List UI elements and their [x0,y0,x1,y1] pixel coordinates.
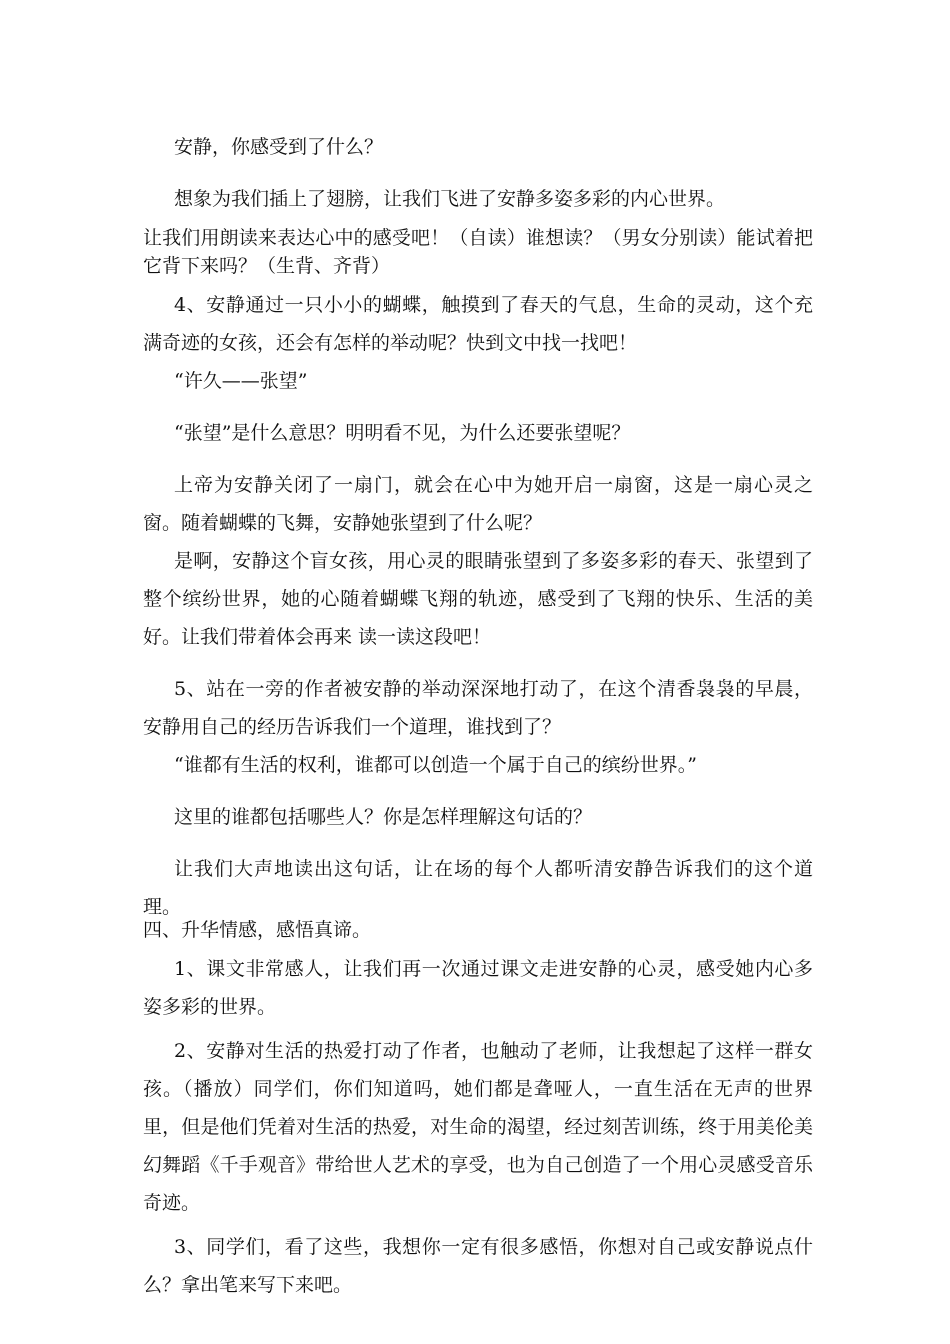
paragraph-question-feeling: 安静，你感受到了什么？ [174,136,384,158]
paragraph-window-of-heart: 上帝为安静关闭了一扇门，就会在心中为她开启一扇窗，这是一扇心灵之窗。随着蝴蝶的飞舞，安静她张望到了什么呢？ [143,474,813,534]
paragraph-quote-right-to-live: “谁都有生活的权利，谁都可以创造一个属于自己的缤纷世界。” [174,754,697,776]
paragraph-quote-looking: “许久——张望” [174,370,308,392]
paragraph-step-4: 4、安静通过一只小小的蝴蝶，触摸到了春天的气息，生命的灵动，这个充满奇迹的女孩，还会有怎样的举动呢？快到文中找一找吧！ [143,294,813,354]
document-body [143,128,813,1304]
paragraph-imagination: 想象为我们插上了翅膀，让我们飞进了安静多姿多彩的内心世界。 [174,188,726,210]
paragraph-step-1: 1、课文非常感人，让我们再一次通过课文走进安静的心灵，感受她内心多姿多彩的世界。 [143,958,813,1018]
paragraph-step-5: 5、站在一旁的作者被安静的举动深深地打动了，在这个清香袅袅的早晨，安静用自己的经历告诉我们一个道理，谁找到了？ [143,678,813,738]
section-heading-4: 四、升华情感，感悟真谛。 [143,919,372,941]
paragraph-question-looking: “张望”是什么意思？明明看不见，为什么还要张望呢？ [174,422,631,444]
paragraph-step-3: 3、同学们，看了这些，我想你一定有很多感悟，你想对自己或安静说点什么？拿出笔来写下来吧。 [143,1236,813,1296]
paragraph-blind-girl: 是啊，安静这个盲女孩，用心灵的眼睛张望到了多姿多彩的春天、张望到了整个缤纷世界，她的心随着蝴蝶飞翔的轨迹，感受到了飞翔的快乐、生活的美好。让我们带着体会再来 读一读这段吧！ [143,550,813,648]
paragraph-question-who: 这里的谁都包括哪些人？你是怎样理解这句话的？ [174,806,593,828]
paragraph-step-2: 2、安静对生活的热爱打动了作者，也触动了老师，让我想起了这样一群女孩。（播放）同学们，你们知道吗，她们都是聋哑人，一直生活在无声的世界里，但是他们凭着对生活的热爱，对生命的渴望，经过刻苦训练，终于用美伦美幻舞蹈《千手观音》带给世人艺术的享受，也为自己创造了一个用心灵感受音乐奇迹。 [143,1040,813,1214]
paragraph-reading-aloud: 让我们用朗读来表达心中的感受吧！（自读）谁想读？（男女分别读）能试着把它背下来吗？（生背、齐背） [143,227,813,277]
paragraph-read-loudly: 让我们大声地读出这句话，让在场的每个人都听清安静告诉我们的这个道理。 [143,858,813,918]
